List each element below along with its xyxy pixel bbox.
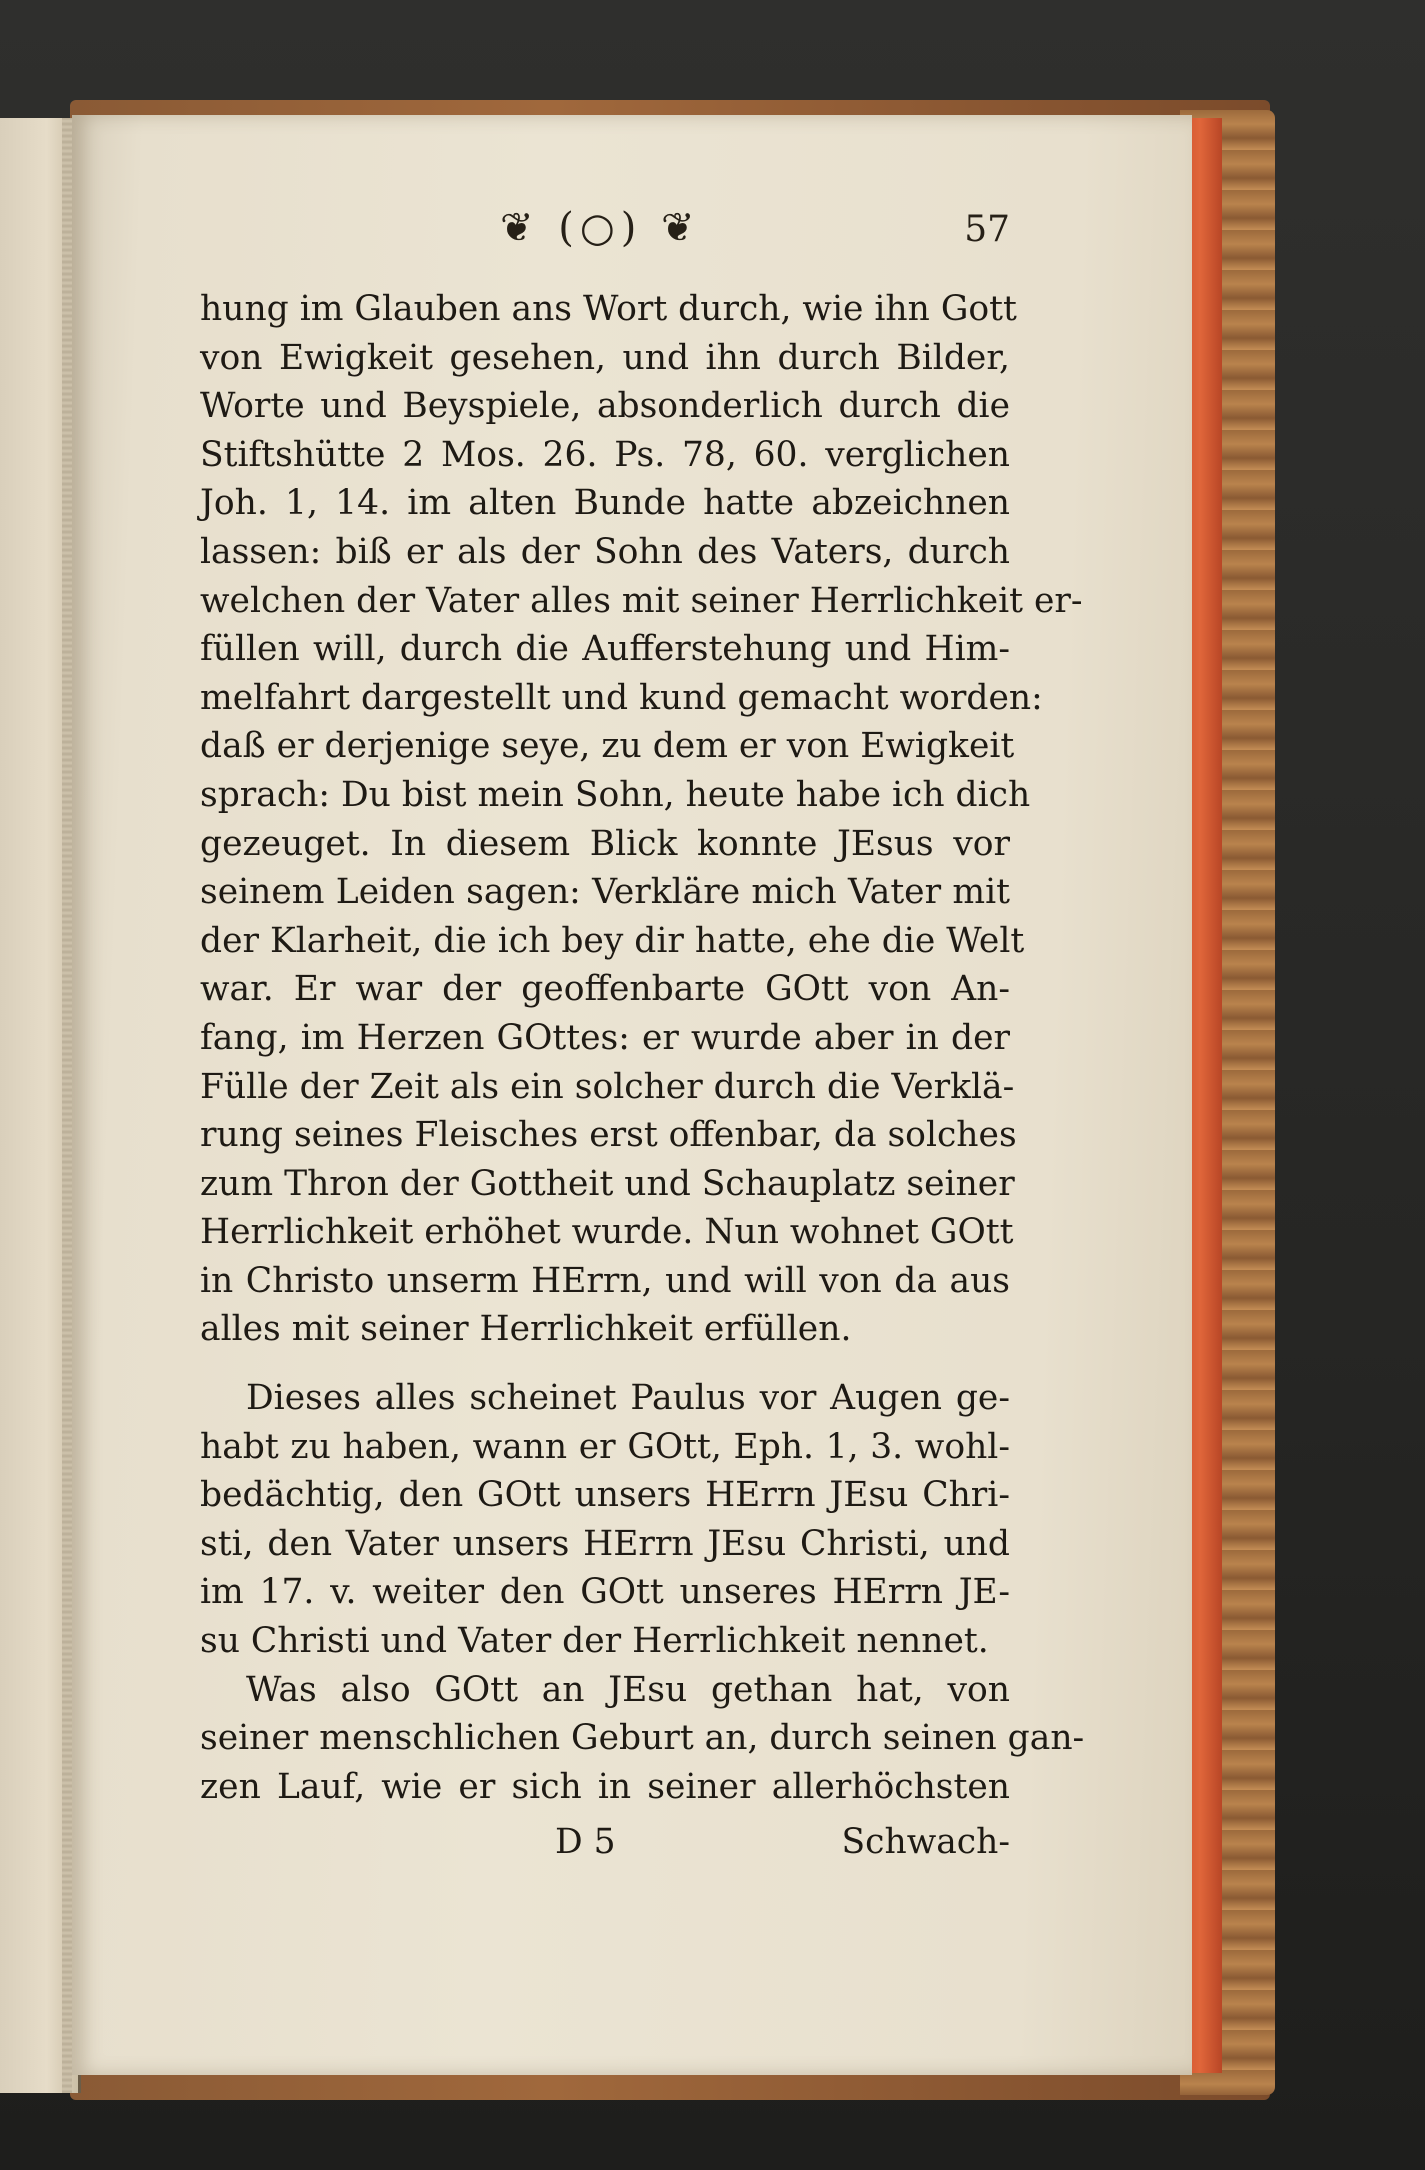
paragraph-gap — [200, 1354, 1010, 1374]
text-line: seiner menschlichen Geburt an, durch seinen gan- — [200, 1718, 1085, 1759]
paragraph — [200, 1374, 1010, 1666]
text-line: füllen will, durch die Aufferstehung und Him- — [200, 629, 1010, 670]
text-line: fang, im Herzen GOttes: er wurde aber in der — [200, 1017, 1010, 1058]
text-line: rung seines Fleisches erst offenbar, da solches — [200, 1115, 1017, 1156]
page-footer — [200, 1822, 1010, 1872]
text-line: su Christi und Vater der Herrlichkeit nennet. — [200, 1621, 989, 1662]
text-line: welchen der Vater alles mit seiner Herrlichkeit er- — [200, 580, 1083, 621]
text-line: melfahrt dargestellt und kund gemacht worden: — [200, 677, 1043, 718]
text-line: war. Er war der geoffenbarte GOtt von An- — [200, 969, 1010, 1010]
text-line: hung im Glauben ans Wort durch, wie ihn Gott — [200, 289, 1017, 329]
text-line: sti, den Vater unsers HErrn JEsu Christi, und — [200, 1523, 1010, 1564]
text-line: alles mit seiner Herrlichkeit erfüllen. — [200, 1309, 852, 1350]
text-line: sprach: Du bist mein Sohn, heute habe ich dich — [200, 774, 1031, 815]
text-line: Was also GOtt an JEsu gethan hat, von — [246, 1669, 1010, 1710]
text-line: seinem Leiden sagen: Verkläre mich Vater mit — [200, 872, 1010, 913]
text-line: gezeuget. In diesem Blick konnte JEsus vor — [200, 823, 1010, 864]
text-line: in Christo unserm HErrn, und will von da aus — [200, 1260, 1010, 1301]
page-header — [200, 205, 1010, 265]
text-line: Worte und Beyspiele, absonderlich durch die — [200, 386, 1010, 427]
paragraph — [200, 285, 1083, 1354]
text-line: Fülle der Zeit als ein solcher durch die Verklä- — [200, 1066, 1015, 1107]
catchword: Schwach- — [841, 1822, 1010, 1862]
text-line: zum Thron der Gottheit und Schauplatz seiner — [200, 1163, 1015, 1204]
text-line: daß er derjenige seye, zu dem er von Ewigkeit — [200, 726, 1015, 767]
text-line: habt zu haben, wann er GOtt, Eph. 1, 3. wohl- — [200, 1426, 1010, 1467]
text-line: im 17. v. weiter den GOtt unseres HErrn JE- — [200, 1572, 1010, 1613]
text-line: von Ewigkeit gesehen, und ihn durch Bilder, — [200, 337, 1010, 378]
signature-mark: D 5 — [555, 1822, 616, 1862]
text-line: der Klarheit, die ich bey dir hatte, ehe die Welt — [200, 920, 1025, 961]
page-body — [200, 285, 1085, 1811]
text-line: Herrlichkeit erhöhet wurde. Nun wohnet GOtt — [200, 1212, 1014, 1253]
text-line: Dieses alles scheinet Paulus vor Augen ge- — [246, 1378, 1010, 1419]
header-ornament: ❦ (○) ❦ — [500, 205, 701, 251]
text-line: Stiftshütte 2 Mos. 26. Ps. 78, 60. verglichen — [200, 434, 1010, 475]
text-line: bedächtig, den GOtt unsers HErrn JEsu Chri- — [200, 1475, 1010, 1516]
text-line: Joh. 1, 14. im alten Bunde hatte abzeichnen — [200, 483, 1010, 524]
text-line: zen Lauf, wie er sich in seiner allerhöchsten — [200, 1766, 1010, 1807]
left-page-gutter — [62, 118, 72, 2093]
text-line: lassen: biß er als der Sohn des Vaters, durch — [200, 531, 1010, 572]
page-number: 57 — [964, 209, 1010, 250]
paragraph — [200, 1666, 1085, 1812]
